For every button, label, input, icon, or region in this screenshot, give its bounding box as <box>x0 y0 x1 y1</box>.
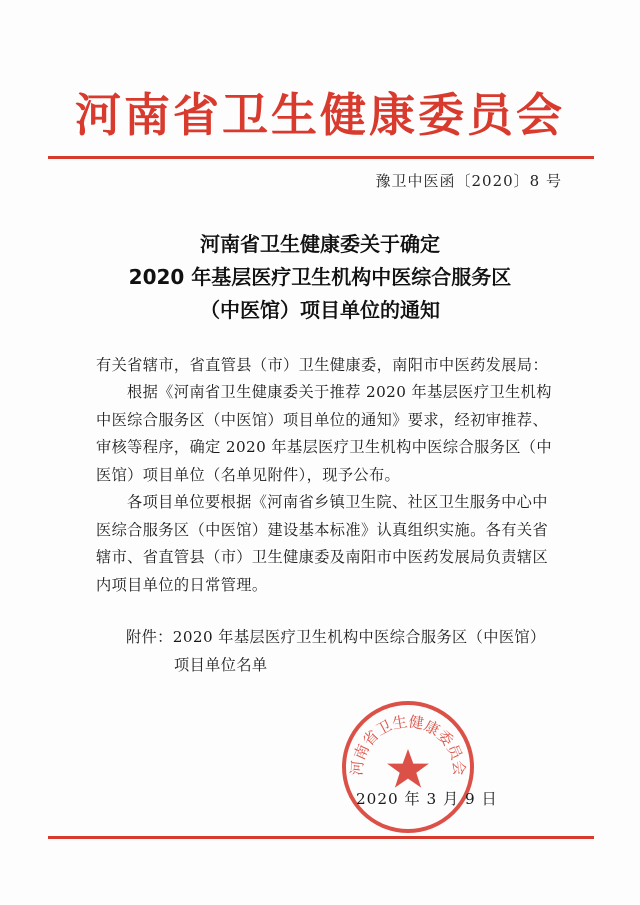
footer-red-rule <box>48 836 594 839</box>
document-title <box>0 228 640 327</box>
official-seal-stamp <box>338 697 478 837</box>
body-paragraph-1: 根据《河南省卫生健康委关于推荐 2020 年基层医疗卫生机构中医综合服务区（中医馆）项目单位的通知》要求，经初审推荐、审核等程序，确定 2020 年基层医疗卫生机构中医综合服务区（中医馆）项目单位（名单见附件），现予公布。 <box>96 383 552 484</box>
issue-date: 2020 年 3 月 9 日 <box>356 790 498 808</box>
issuing-organization-title: 河南省卫生健康委员会 <box>75 88 565 142</box>
title-line-2: 2020 年基层医疗卫生机构中医综合服务区 <box>128 265 512 289</box>
salutation: 有关省辖市，省直管县（市）卫生健康委，南阳市中医药发展局： <box>96 356 549 374</box>
document-number: 豫卫中医函〔2020〕8 号 <box>375 172 562 190</box>
title-line-3: （中医馆）项目单位的通知 <box>200 298 440 322</box>
title-line-1: 河南省卫生健康委关于确定 <box>200 232 440 256</box>
seal-star-icon <box>387 749 429 788</box>
attachment-line-1: 附件：2020 年基层医疗卫生机构中医综合服务区（中医馆） <box>126 628 546 646</box>
seal-text: 河南省卫生健康委员会 <box>347 712 469 777</box>
attachment-note <box>126 624 546 679</box>
body-paragraph-2: 各项目单位要根据《河南省乡镇卫生院、社区卫生服务中心中医综合服务区（中医馆）建设基本标准》认真组织实施。各有关省辖市、省直管县（市）卫生健康委及南阳市中医药发展局负责辖区内项目单位的日常管理。 <box>96 493 549 594</box>
attachment-line-2: 项目单位名单 <box>174 655 268 674</box>
header-red-rule <box>48 156 594 159</box>
